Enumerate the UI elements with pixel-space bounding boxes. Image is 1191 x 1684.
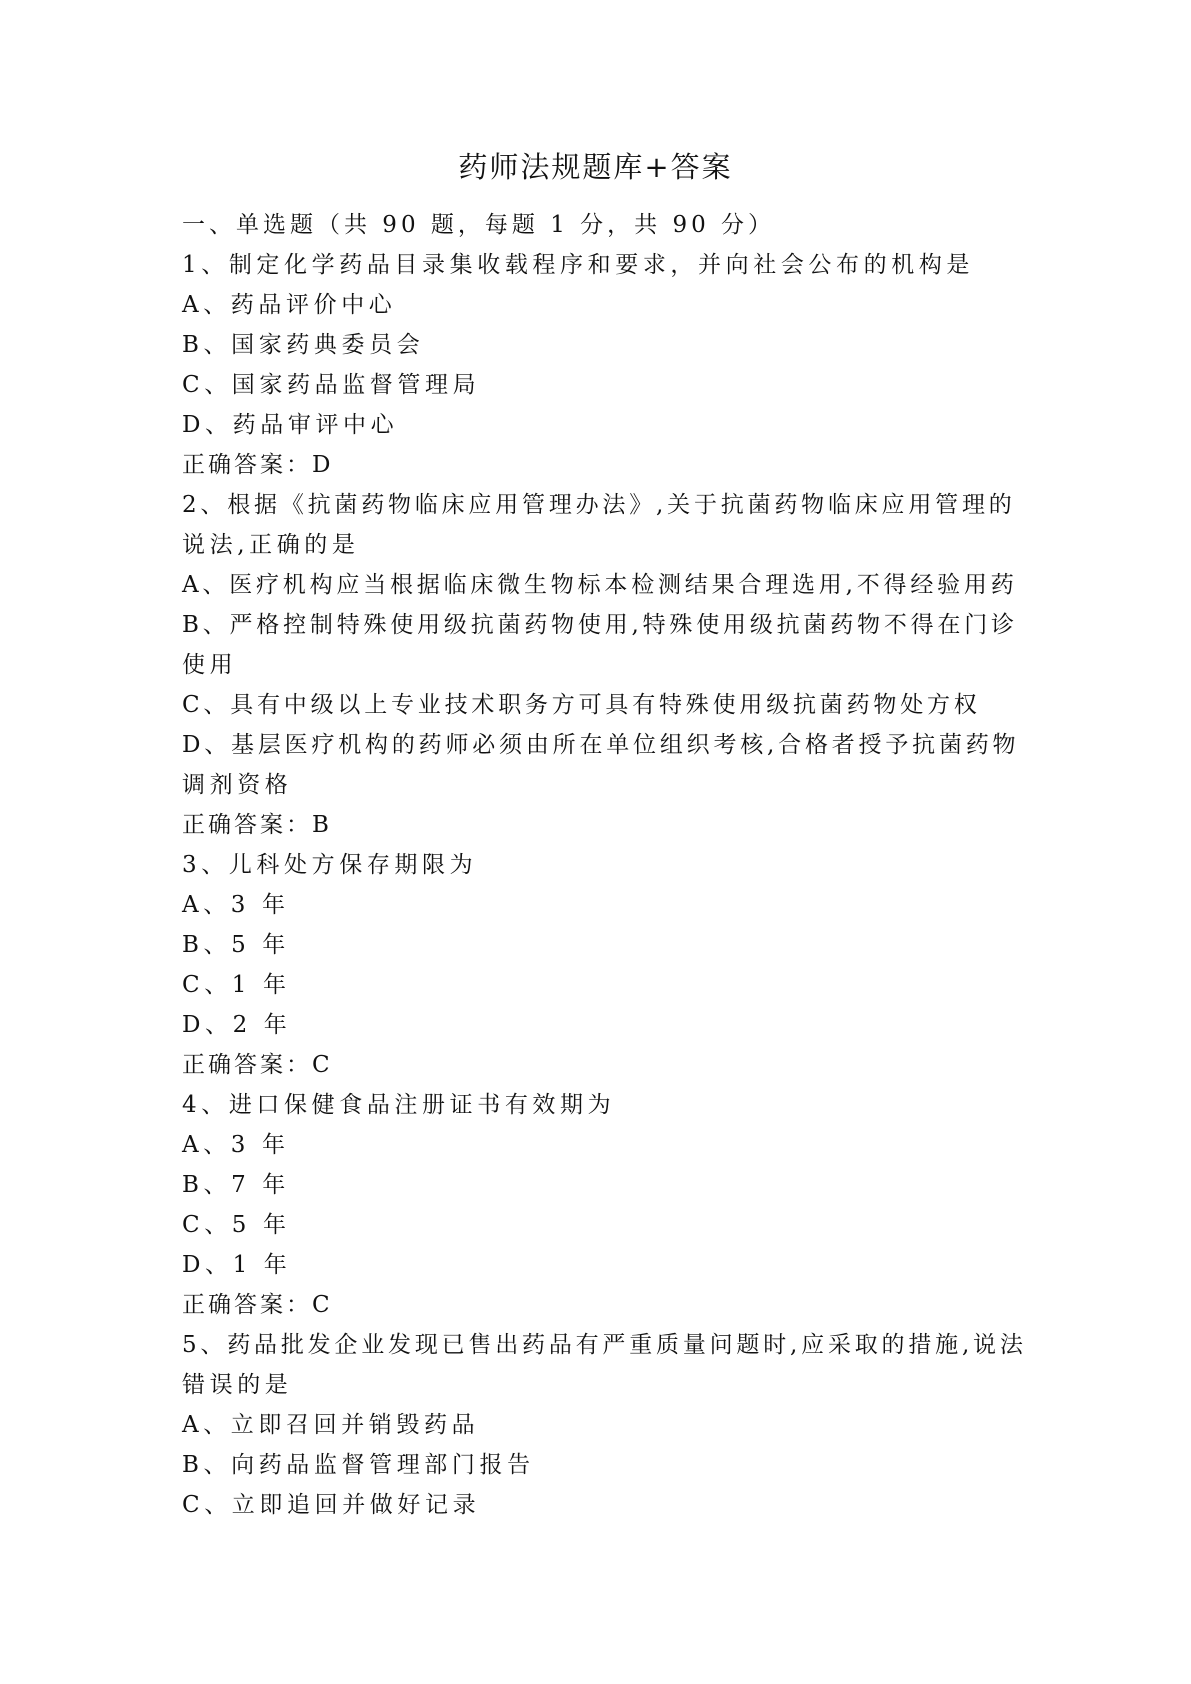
question-stem: 3、儿科处方保存期限为 [182,852,478,878]
option-d: D、1 年 [182,1252,292,1278]
option-b: B、国家药典委员会 [182,332,425,358]
question-stem-continued: 错误的是 [182,1372,293,1398]
document-title: 药师法规题库+答案 [458,150,733,184]
option-d: D、基层医疗机构的药师必须由所在单位组织考核,合格者授予抗菌药物 [182,732,1020,758]
option-d-continued: 调剂资格 [182,772,293,798]
option-a: A、3 年 [182,1132,290,1158]
option-b: B、7 年 [182,1172,290,1198]
question-2 [182,485,1020,845]
correct-answer: 正确答案：C [182,1292,333,1318]
question-1 [182,245,1012,485]
option-b-continued: 使用 [182,652,238,678]
option-b: B、5 年 [182,932,290,958]
option-c: C、5 年 [182,1212,291,1238]
option-a: A、医疗机构应当根据临床微生物标本检测结果合理选用,不得经验用药 [182,572,1018,598]
question-5 [182,1325,1027,1525]
correct-answer: 正确答案：B [182,812,332,838]
question-stem: 5、药品批发企业发现已售出药品有严重质量问题时,应采取的措施,说法 [182,1332,1027,1358]
option-c: C、具有中级以上专业技术职务方可具有特殊使用级抗菌药物处方权 [182,692,981,718]
question-4 [182,1085,1012,1325]
correct-answer: 正确答案：C [182,1052,333,1078]
option-b: B、严格控制特殊使用级抗菌药物使用,特殊使用级抗菌药物不得在门诊 [182,612,1018,638]
section-heading: 一、单选题（共 90 题，每题 1 分，共 90 分） [182,212,776,238]
question-3 [182,845,1012,1085]
question-stem: 4、进口保健食品注册证书有效期为 [182,1092,616,1118]
correct-answer: 正确答案：D [182,452,334,478]
option-c: C、立即追回并做好记录 [182,1492,481,1518]
option-c: C、1 年 [182,972,291,998]
option-d: D、2 年 [182,1012,292,1038]
option-c: C、国家药品监督管理局 [182,372,481,398]
option-a: A、立即召回并销毁药品 [182,1412,480,1438]
option-a: A、药品评价中心 [182,292,397,318]
option-b: B、向药品监督管理部门报告 [182,1452,535,1478]
question-list [182,205,1027,1525]
question-stem: 2、根据《抗菌药物临床应用管理办法》,关于抗菌药物临床应用管理的 [182,492,1016,518]
option-d: D、药品审评中心 [182,412,399,438]
question-stem: 1、制定化学药品目录集收载程序和要求，并向社会公布的机构是 [182,252,975,278]
option-a: A、3 年 [182,892,290,918]
question-stem-continued: 说法,正确的是 [182,532,360,558]
